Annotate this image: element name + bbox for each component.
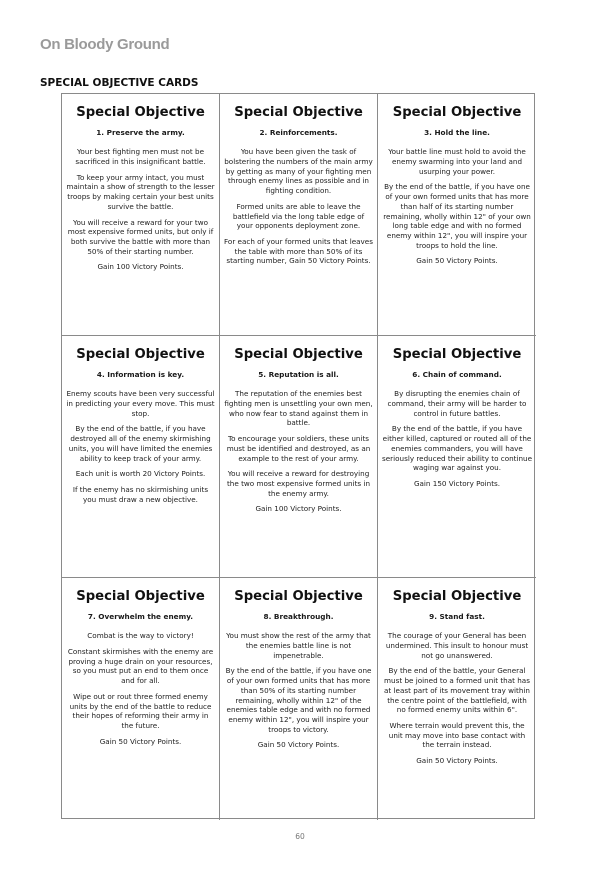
objective-card-3 [378,94,536,336]
card-paragraph: Where terrain would prevent this, the unit may move into base contact with the terrain instead. [388,721,526,750]
objective-card-4 [62,336,220,578]
card-subtitle: 1. Preserve the army. [96,127,185,137]
card-paragraph: Gain 50 Victory Points. [99,736,182,746]
card-paragraph: By the end of the battle, if you have destroyed all of the enemy skirmishing units, you will have limited the enemies ability to keep track of your army. [68,424,213,463]
card-subtitle: 9. Stand fast. [429,611,485,621]
card-paragraph: By the end of the battle, if you have either killed, captured or routed all of the enemies commanders, you will have seriously reduced their ability to continue waging war against you. [382,424,533,473]
card-title: Special Objective [76,589,205,604]
objective-card-2 [220,94,378,336]
card-paragraph: Constant skirmishes with the enemy are proving a huge drain on your resources, so you must put an end to them once and for all. [67,646,214,686]
section-heading: SPECIAL OBJECTIVE CARDS [40,77,199,89]
card-title: Special Objective [234,105,363,120]
card-paragraph: You will receive a reward for destroying the two most expensive formed units in the enemy army. [226,469,371,498]
card-paragraph: By the end of the battle, if you have one of your own formed units that has more than 50% of its starting number remaining, wholly within 12" of the enemies table edge and with no formed enemy within 12", you will inspire your troops to victory. [225,666,372,734]
card-paragraph: If the enemy has no skirmishing units you must draw a new objective. [72,485,209,504]
card-paragraph: Your best fighting men must not be sacrificed in this insignificant battle. [75,147,206,166]
objective-card-grid [61,93,535,819]
card-paragraph: You must show the rest of the army that the enemies battle line is not impenetrable. [226,631,371,660]
card-subtitle: 4. Information is key. [96,369,185,379]
card-paragraph: The reputation of the enemies best fighting men is unsettling your own men, who now fear to stand against them in battle. [224,389,373,428]
objective-card-8 [220,578,378,820]
card-subtitle: 6. Chain of command. [412,369,502,379]
objective-card-5 [220,336,378,578]
card-title: Special Objective [234,347,363,362]
card-paragraph: By disrupting the enemies chain of command, their army will be harder to control in future battles. [387,389,527,418]
card-title: Special Objective [392,105,522,120]
running-title: On Bloody Ground [40,36,170,53]
objective-card-1 [62,94,220,336]
card-paragraph: Gain 50 Victory Points. [257,740,340,750]
card-paragraph: Gain 100 Victory Points. [97,262,184,272]
card-paragraph: To keep your army intact, you must maintain a show of strength to the lesser troops by making certain your best units survive the battle. [66,172,215,211]
card-paragraph: You have been given the task of bolstering the numbers of the main army by getting as many of your fighting men through enemy lines as possible and in fighting condition. [224,147,373,196]
card-title: Special Objective [76,347,205,362]
card-subtitle: 2. Reinforcements. [259,127,338,137]
card-paragraph: Your battle line must hold to avoid the enemy swarming into your land and usurping your power. [388,147,526,176]
card-paragraph: Each unit is worth 20 Victory Points. [75,469,206,479]
objective-card-7 [62,578,220,820]
card-subtitle: 5. Reputation is all. [258,369,339,379]
card-title: Special Objective [392,347,522,362]
card-paragraph: The courage of your General has been undermined. This insult to honour must not go unanswered. [385,631,529,660]
card-paragraph: Gain 100 Victory Points. [255,504,342,514]
card-paragraph: For each of your formed units that leaves the table with more than 50% of its starting number, Gain 50 Victory Points. [224,237,373,266]
page-number: 60 [295,832,305,841]
card-paragraph: You will receive a reward for your two most expensive formed units, but only if both survive the battle with more than 50% of their starting number. [67,217,214,256]
card-paragraph: To encourage your soldiers, these units must be identified and destroyed, as an example to the rest of your army. [226,434,371,463]
card-subtitle: 7. Overwhelm the enemy. [87,611,194,621]
card-paragraph: By the end of the battle, your General must be joined to a formed unit that has at least part of its movement tray within the centre point of the battlefield, with no formed enemy units within 6". [384,666,530,715]
card-title: Special Objective [76,105,205,120]
card-paragraph: By the end of the battle, if you have one of your own formed units that has more than half of its starting number remaining, wholly within 12" of your own long table edge and with no formed enemy within 12", you will inspire your troops to hold the line. [383,182,531,250]
card-paragraph: Gain 50 Victory Points. [416,756,498,766]
card-paragraph: Gain 50 Victory Points. [416,256,498,266]
card-paragraph: Combat is the way to victory! [87,631,194,641]
objective-card-6 [378,336,536,578]
card-title: Special Objective [234,589,363,604]
card-paragraph: Formed units are able to leave the battlefield via the long table edge of your opponents deployment zone. [232,201,365,231]
card-subtitle: 3. Hold the line. [424,127,490,137]
card-subtitle: 8. Breakthrough. [263,611,334,621]
card-paragraph: Gain 150 Victory Points. [413,479,501,489]
card-title: Special Objective [392,589,522,604]
card-paragraph: Enemy scouts have been very successful in predicting your every move. This must stop. [66,389,215,418]
card-paragraph: Wipe out or rout three formed enemy units by the end of the battle to reduce their hopes of reforming their army in the future. [69,691,212,731]
objective-card-9 [378,578,536,820]
